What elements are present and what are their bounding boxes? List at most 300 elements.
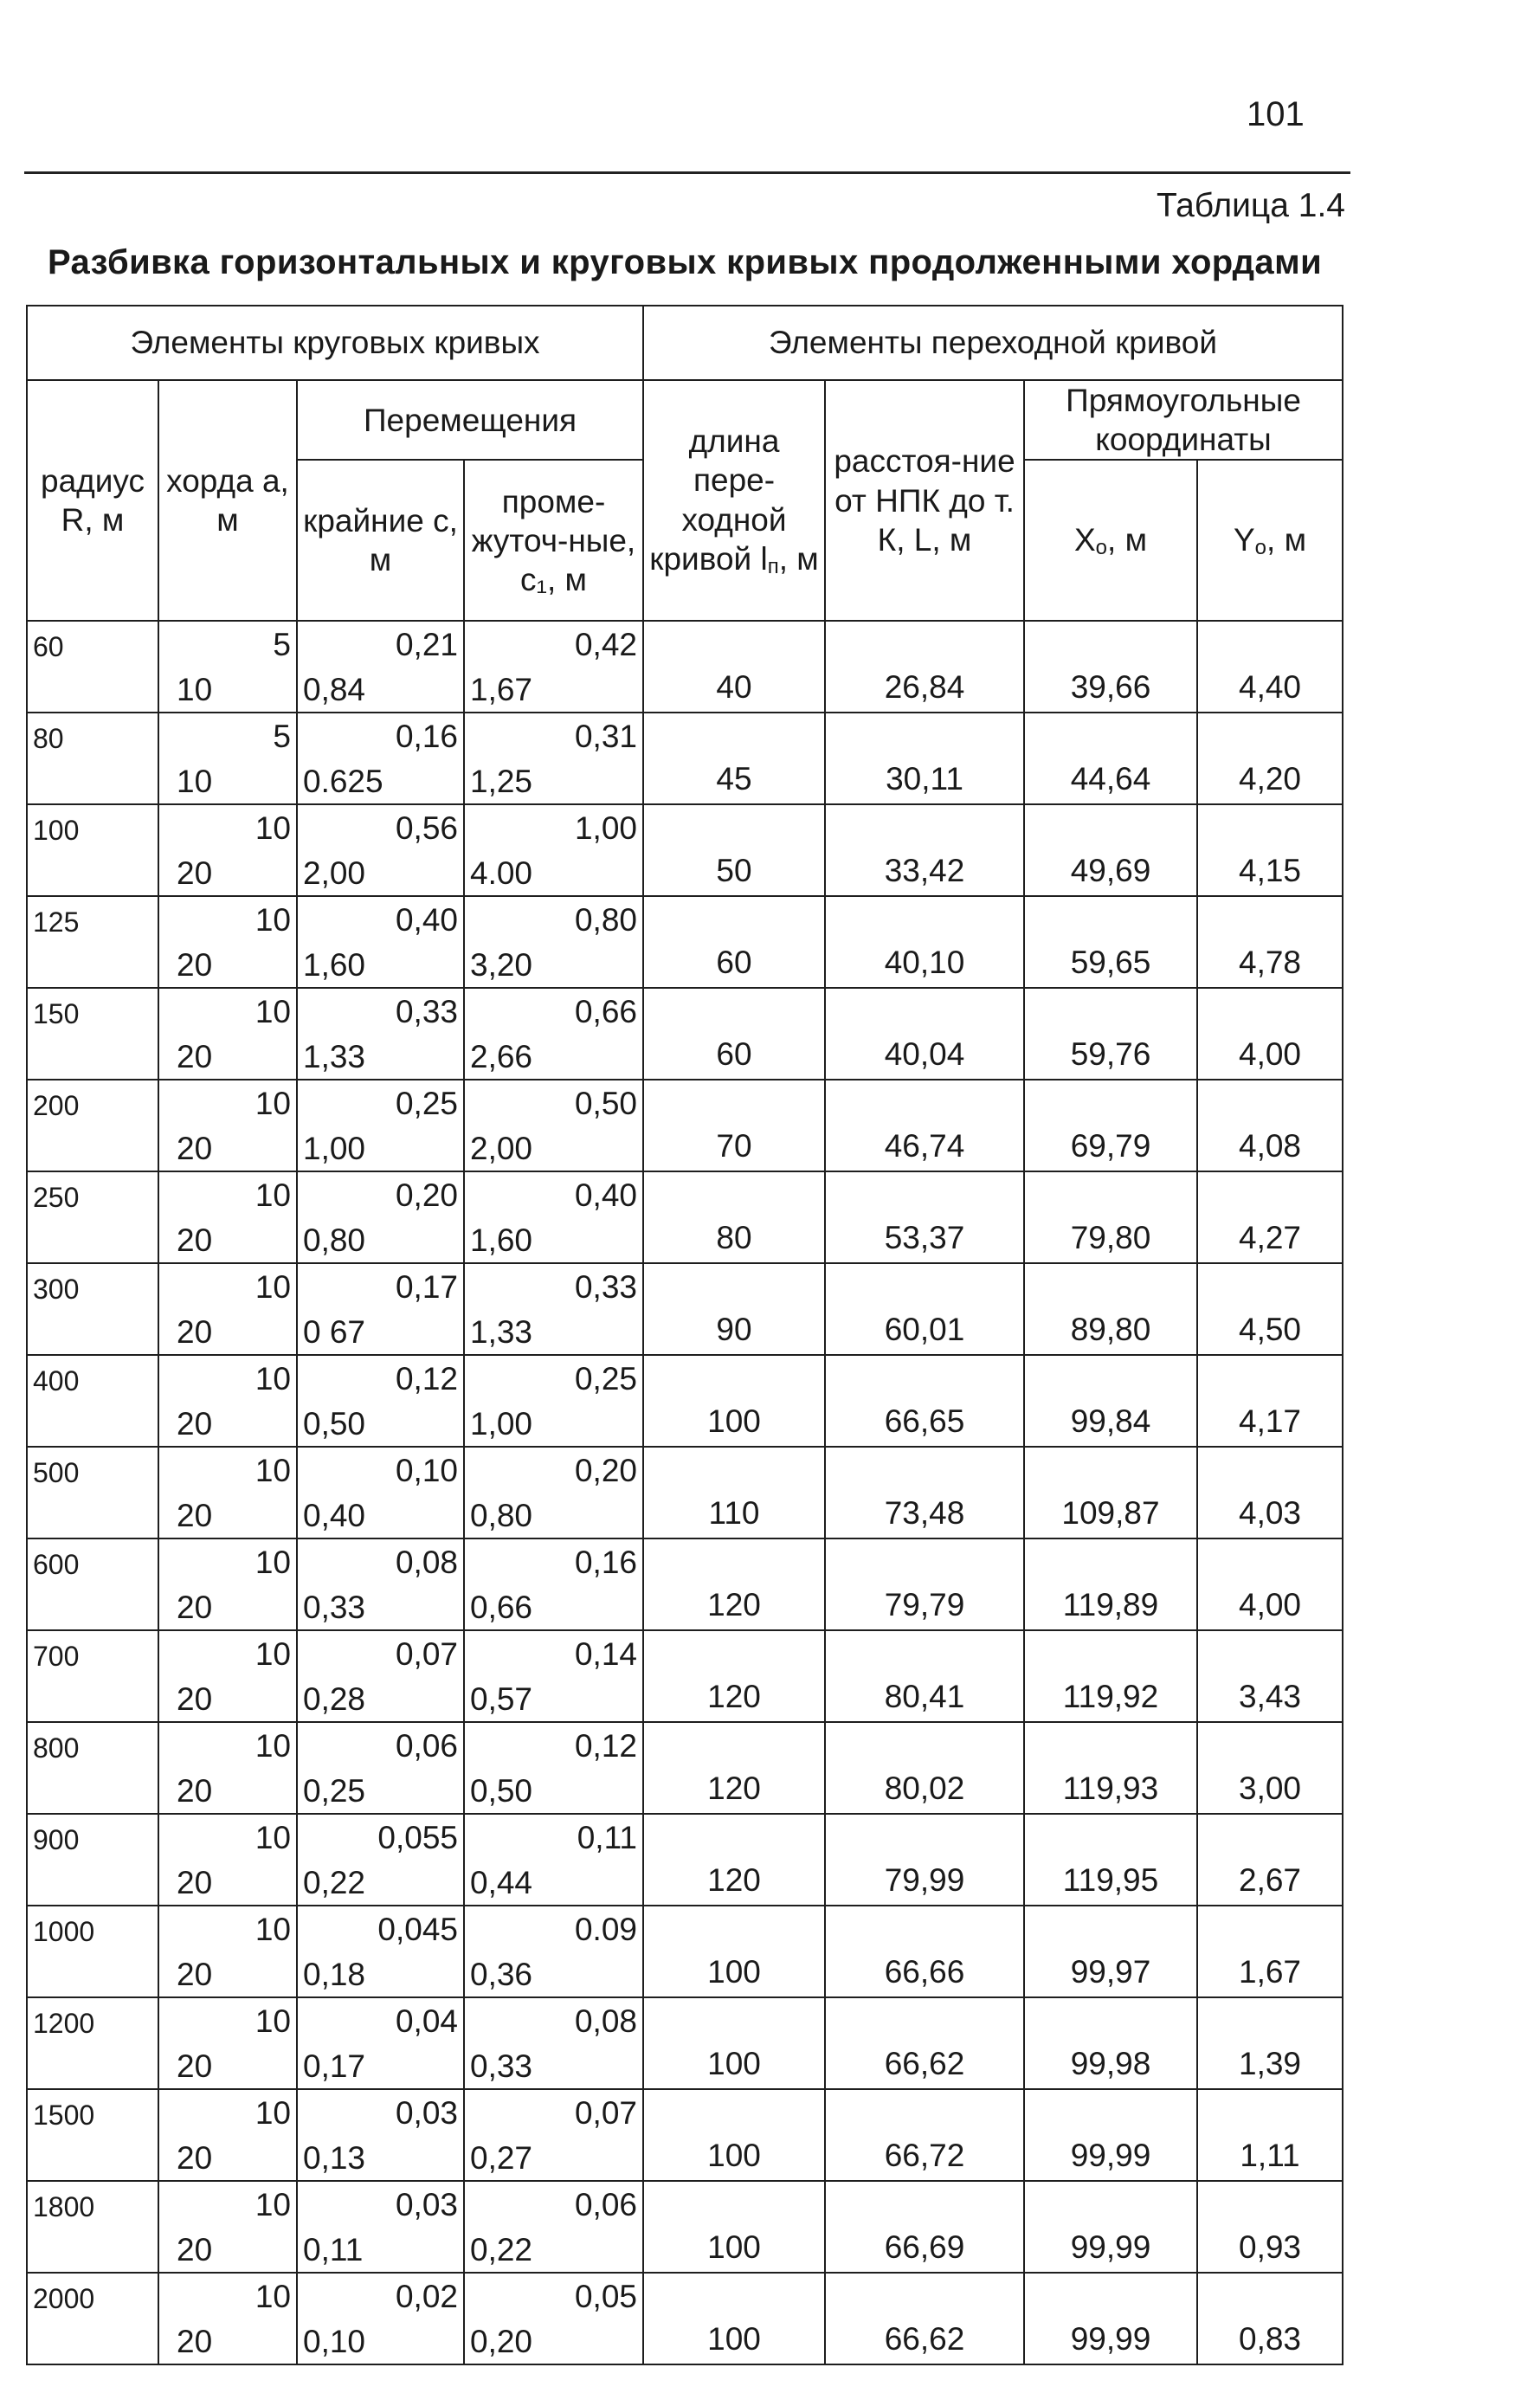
table-row — [27, 896, 1343, 988]
intermediate-bottom: 0,33 — [470, 2048, 533, 2084]
length-cell: 120 — [643, 1538, 825, 1630]
extreme-bottom: 0,22 — [303, 1864, 366, 1900]
extreme-cell — [297, 804, 464, 896]
length-cell: 100 — [643, 2273, 825, 2364]
distance-cell: 66,62 — [825, 1997, 1024, 2089]
chord-top: 10 — [255, 993, 291, 1029]
header-rect-coords: Прямоугольные координаты — [1024, 380, 1343, 460]
extreme-cell — [297, 1080, 464, 1171]
header-radius: радиус R, м — [27, 380, 158, 621]
intermediate-top: 0,42 — [574, 626, 637, 662]
intermediate-top: 0,66 — [574, 993, 637, 1029]
extreme-top: 0,25 — [395, 1085, 458, 1121]
table-row — [27, 1263, 1343, 1355]
x-cell: 119,92 — [1024, 1630, 1197, 1722]
intermediate-bottom: 2,66 — [470, 1038, 533, 1074]
radius-cell: 250 — [27, 1171, 158, 1263]
table-row — [27, 713, 1343, 804]
intermediate-top: 0,12 — [574, 1727, 637, 1764]
chord-top: 10 — [255, 1268, 291, 1305]
intermediate-cell — [464, 1722, 643, 1814]
chord-bottom: 20 — [177, 1864, 213, 1900]
radius-cell: 700 — [27, 1630, 158, 1722]
chord-bottom: 20 — [177, 1956, 213, 1992]
distance-cell: 66,72 — [825, 2089, 1024, 2181]
extreme-bottom: 0,25 — [303, 1772, 366, 1809]
extreme-bottom: 1,60 — [303, 946, 366, 983]
distance-cell: 66,65 — [825, 1355, 1024, 1447]
chord-top: 10 — [255, 901, 291, 938]
chord-cell — [158, 1263, 297, 1355]
chord-cell — [158, 2089, 297, 2181]
extreme-cell — [297, 1447, 464, 1538]
length-cell: 100 — [643, 2181, 825, 2273]
length-cell: 120 — [643, 1814, 825, 1906]
chord-top: 10 — [255, 1452, 291, 1488]
x-cell: 109,87 — [1024, 1447, 1197, 1538]
extreme-cell — [297, 896, 464, 988]
intermediate-top: 0,07 — [574, 2094, 637, 2131]
radius-cell: 150 — [27, 988, 158, 1080]
chord-bottom: 20 — [177, 1772, 213, 1809]
chord-cell — [158, 713, 297, 804]
distance-cell: 66,69 — [825, 2181, 1024, 2273]
header-circular-elements: Элементы круговых кривых — [27, 306, 643, 380]
intermediate-bottom: 0,66 — [470, 1589, 533, 1625]
distance-cell: 26,84 — [825, 621, 1024, 713]
table-row — [27, 2273, 1343, 2364]
extreme-cell — [297, 2273, 464, 2364]
x-cell: 59,65 — [1024, 896, 1197, 988]
extreme-top: 0,10 — [395, 1452, 458, 1488]
extreme-top: 0,17 — [395, 1268, 458, 1305]
chord-top: 10 — [255, 2003, 291, 2039]
length-cell: 110 — [643, 1447, 825, 1538]
radius-cell: 500 — [27, 1447, 158, 1538]
chord-top: 10 — [255, 1727, 291, 1764]
extreme-top: 0,04 — [395, 2003, 458, 2039]
table-row — [27, 1997, 1343, 2089]
chord-cell — [158, 1355, 297, 1447]
table-row — [27, 2089, 1343, 2181]
extreme-top: 0,055 — [377, 1819, 458, 1855]
length-cell: 100 — [643, 1355, 825, 1447]
intermediate-bottom: 1,60 — [470, 1222, 533, 1258]
intermediate-bottom: 0,36 — [470, 1956, 533, 1992]
extreme-top: 0,08 — [395, 1544, 458, 1580]
table-row — [27, 1630, 1343, 1722]
intermediate-cell — [464, 1263, 643, 1355]
y-cell: 4,17 — [1197, 1355, 1343, 1447]
intermediate-bottom: 0,50 — [470, 1772, 533, 1809]
chord-bottom: 20 — [177, 2231, 213, 2267]
chord-bottom: 20 — [177, 2048, 213, 2084]
chord-cell — [158, 1171, 297, 1263]
chord-top: 10 — [255, 2094, 291, 2131]
curves-table — [26, 305, 1343, 2365]
intermediate-cell — [464, 1906, 643, 1997]
y-cell: 1,39 — [1197, 1997, 1343, 2089]
chord-top: 5 — [273, 626, 291, 662]
intermediate-top: 0,40 — [574, 1177, 637, 1213]
y-cell: 4,08 — [1197, 1080, 1343, 1171]
header-transition-elements: Элементы переходной кривой — [643, 306, 1343, 380]
intermediate-cell — [464, 621, 643, 713]
intermediate-top: 0,11 — [577, 1819, 637, 1855]
table-row — [27, 1722, 1343, 1814]
radius-cell: 300 — [27, 1263, 158, 1355]
radius-cell: 125 — [27, 896, 158, 988]
extreme-cell — [297, 2089, 464, 2181]
intermediate-cell — [464, 804, 643, 896]
extreme-cell — [297, 1997, 464, 2089]
x-cell: 99,99 — [1024, 2273, 1197, 2364]
chord-bottom: 20 — [177, 1038, 213, 1074]
y-cell: 0,83 — [1197, 2273, 1343, 2364]
extreme-top: 0,03 — [395, 2186, 458, 2222]
x-cell: 119,95 — [1024, 1814, 1197, 1906]
length-cell: 70 — [643, 1080, 825, 1171]
extreme-cell — [297, 621, 464, 713]
intermediate-bottom: 3,20 — [470, 946, 533, 983]
radius-cell: 600 — [27, 1538, 158, 1630]
intermediate-cell — [464, 1171, 643, 1263]
chord-cell — [158, 2181, 297, 2273]
radius-cell: 200 — [27, 1080, 158, 1171]
extreme-bottom: 2,00 — [303, 855, 366, 891]
table-body — [27, 621, 1343, 2364]
length-cell: 90 — [643, 1263, 825, 1355]
chord-cell — [158, 1814, 297, 1906]
extreme-cell — [297, 713, 464, 804]
chord-top: 10 — [255, 2186, 291, 2222]
extreme-cell — [297, 988, 464, 1080]
chord-bottom: 20 — [177, 2323, 213, 2359]
intermediate-top: 0,14 — [574, 1635, 637, 1672]
y-cell: 0,93 — [1197, 2181, 1343, 2273]
intermediate-bottom: 0,57 — [470, 1680, 533, 1717]
intermediate-bottom: 1,25 — [470, 763, 533, 799]
distance-cell: 33,42 — [825, 804, 1024, 896]
chord-cell — [158, 1538, 297, 1630]
length-cell: 40 — [643, 621, 825, 713]
intermediate-cell — [464, 1447, 643, 1538]
extreme-cell — [297, 1722, 464, 1814]
chord-bottom: 20 — [177, 1222, 213, 1258]
table-row — [27, 804, 1343, 896]
chord-bottom: 20 — [177, 1497, 213, 1533]
y-cell: 2,67 — [1197, 1814, 1343, 1906]
intermediate-bottom: 0,27 — [470, 2139, 533, 2176]
intermediate-bottom: 1,33 — [470, 1313, 533, 1350]
length-cell: 120 — [643, 1630, 825, 1722]
distance-cell: 80,02 — [825, 1722, 1024, 1814]
x-cell: 69,79 — [1024, 1080, 1197, 1171]
intermediate-cell — [464, 1080, 643, 1171]
y-cell: 4,27 — [1197, 1171, 1343, 1263]
chord-bottom: 20 — [177, 1680, 213, 1717]
extreme-bottom: 0,33 — [303, 1589, 366, 1625]
table-title: Разбивка горизонтальных и круговых кривых продолженными хордами — [48, 243, 1323, 281]
radius-cell: 2000 — [27, 2273, 158, 2364]
table-row — [27, 1080, 1343, 1171]
radius-cell: 1000 — [27, 1906, 158, 1997]
intermediate-cell — [464, 1997, 643, 2089]
distance-cell: 79,79 — [825, 1538, 1024, 1630]
table-row — [27, 1814, 1343, 1906]
radius-cell: 1500 — [27, 2089, 158, 2181]
y-cell: 4,03 — [1197, 1447, 1343, 1538]
radius-cell: 100 — [27, 804, 158, 896]
chord-cell — [158, 1906, 297, 1997]
table-row — [27, 1538, 1343, 1630]
length-cell: 60 — [643, 896, 825, 988]
intermediate-cell — [464, 1630, 643, 1722]
extreme-top: 0,33 — [395, 993, 458, 1029]
radius-cell: 80 — [27, 713, 158, 804]
chord-cell — [158, 2273, 297, 2364]
x-cell: 99,97 — [1024, 1906, 1197, 1997]
radius-cell: 800 — [27, 1722, 158, 1814]
extreme-cell — [297, 1171, 464, 1263]
intermediate-top: 0,25 — [574, 1360, 637, 1397]
extreme-bottom: 0,13 — [303, 2139, 366, 2176]
extreme-top: 0,56 — [395, 810, 458, 846]
y-cell: 4,00 — [1197, 1538, 1343, 1630]
intermediate-top: 1,00 — [574, 810, 637, 846]
intermediate-top: 0,06 — [574, 2186, 637, 2222]
header-chord: хорда a, м — [158, 380, 297, 621]
extreme-cell — [297, 2181, 464, 2273]
y-cell: 4,78 — [1197, 896, 1343, 988]
extreme-top: 0,02 — [395, 2278, 458, 2314]
table-row — [27, 1447, 1343, 1538]
distance-cell: 66,62 — [825, 2273, 1024, 2364]
x-cell: 99,84 — [1024, 1355, 1197, 1447]
extreme-bottom: 0,80 — [303, 1222, 366, 1258]
x-cell: 119,89 — [1024, 1538, 1197, 1630]
table-row — [27, 1906, 1343, 1997]
extreme-cell — [297, 1538, 464, 1630]
chord-top: 10 — [255, 810, 291, 846]
y-cell: 4,15 — [1197, 804, 1343, 896]
intermediate-top: 0,31 — [574, 718, 637, 754]
y-cell: 1,67 — [1197, 1906, 1343, 1997]
extreme-cell — [297, 1355, 464, 1447]
radius-cell: 1200 — [27, 1997, 158, 2089]
x-cell: 59,76 — [1024, 988, 1197, 1080]
intermediate-bottom: 0,80 — [470, 1497, 533, 1533]
distance-cell: 80,41 — [825, 1630, 1024, 1722]
x-cell: 39,66 — [1024, 621, 1197, 713]
intermediate-cell — [464, 896, 643, 988]
intermediate-top: 0,08 — [574, 2003, 637, 2039]
chord-cell — [158, 1722, 297, 1814]
chord-bottom: 20 — [177, 855, 213, 891]
intermediate-top: 0,20 — [574, 1452, 637, 1488]
header-intermediate: проме-жуточ-ные, c₁, м — [464, 460, 643, 621]
intermediate-top: 0,05 — [574, 2278, 637, 2314]
chord-cell — [158, 1080, 297, 1171]
table-row — [27, 1171, 1343, 1263]
extreme-cell — [297, 1814, 464, 1906]
page-number: 101 — [1247, 95, 1305, 133]
intermediate-bottom: 0,22 — [470, 2231, 533, 2267]
extreme-bottom: 1,33 — [303, 1038, 366, 1074]
extreme-top: 0,40 — [395, 901, 458, 938]
extreme-bottom: 0 67 — [303, 1313, 366, 1350]
header-distance: расстоя-ние от НПК до т. К, L, м — [825, 380, 1024, 621]
chord-cell — [158, 621, 297, 713]
chord-bottom: 20 — [177, 1589, 213, 1625]
extreme-top: 0,03 — [395, 2094, 458, 2131]
extreme-bottom: 0,18 — [303, 1956, 366, 1992]
extreme-bottom: 0.625 — [303, 763, 383, 799]
table-row — [27, 1355, 1343, 1447]
extreme-bottom: 0,17 — [303, 2048, 366, 2084]
extreme-top: 0,20 — [395, 1177, 458, 1213]
radius-cell: 1800 — [27, 2181, 158, 2273]
distance-cell: 66,66 — [825, 1906, 1024, 1997]
header-displacements: Перемещения — [297, 380, 643, 460]
chord-top: 10 — [255, 2278, 291, 2314]
chord-bottom: 10 — [177, 763, 213, 799]
radius-cell: 60 — [27, 621, 158, 713]
chord-bottom: 20 — [177, 1313, 213, 1350]
x-cell: 89,80 — [1024, 1263, 1197, 1355]
intermediate-cell — [464, 1814, 643, 1906]
distance-cell: 30,11 — [825, 713, 1024, 804]
intermediate-top: 0.09 — [574, 1911, 637, 1947]
distance-cell: 40,04 — [825, 988, 1024, 1080]
intermediate-top: 0,50 — [574, 1085, 637, 1121]
extreme-cell — [297, 1630, 464, 1722]
header-x: Xo, м — [1024, 460, 1197, 621]
extreme-top: 0,07 — [395, 1635, 458, 1672]
intermediate-top: 0,33 — [574, 1268, 637, 1305]
chord-cell — [158, 804, 297, 896]
chord-top: 10 — [255, 1177, 291, 1213]
chord-top: 10 — [255, 1635, 291, 1672]
distance-cell: 53,37 — [825, 1171, 1024, 1263]
distance-cell: 40,10 — [825, 896, 1024, 988]
extreme-top: 0,045 — [377, 1911, 458, 1947]
extreme-cell — [297, 1263, 464, 1355]
x-cell: 119,93 — [1024, 1722, 1197, 1814]
header-y: Yo, м — [1197, 460, 1343, 621]
y-cell: 1,11 — [1197, 2089, 1343, 2181]
y-cell: 4,00 — [1197, 988, 1343, 1080]
intermediate-top: 0,80 — [574, 901, 637, 938]
chord-bottom: 20 — [177, 2139, 213, 2176]
extreme-bottom: 0,84 — [303, 671, 366, 707]
x-cell: 99,99 — [1024, 2089, 1197, 2181]
extreme-top: 0,06 — [395, 1727, 458, 1764]
x-cell: 99,98 — [1024, 1997, 1197, 2089]
length-cell: 100 — [643, 1997, 825, 2089]
y-cell: 4,20 — [1197, 713, 1343, 804]
chord-top: 10 — [255, 1085, 291, 1121]
table-label: Таблица 1.4 — [1157, 187, 1345, 224]
intermediate-cell — [464, 2181, 643, 2273]
x-cell: 99,99 — [1024, 2181, 1197, 2273]
table-row — [27, 988, 1343, 1080]
extreme-top: 0,12 — [395, 1360, 458, 1397]
chord-cell — [158, 896, 297, 988]
y-cell: 3,43 — [1197, 1630, 1343, 1722]
y-cell: 4,40 — [1197, 621, 1343, 713]
chord-bottom: 10 — [177, 671, 213, 707]
distance-cell: 46,74 — [825, 1080, 1024, 1171]
table-row — [27, 621, 1343, 713]
extreme-bottom: 0,50 — [303, 1405, 366, 1442]
extreme-bottom: 0,10 — [303, 2323, 366, 2359]
y-cell: 4,50 — [1197, 1263, 1343, 1355]
chord-top: 10 — [255, 1544, 291, 1580]
distance-cell: 60,01 — [825, 1263, 1024, 1355]
intermediate-bottom: 1,67 — [470, 671, 533, 707]
intermediate-bottom: 2,00 — [470, 1130, 533, 1166]
intermediate-bottom: 0,44 — [470, 1864, 533, 1900]
chord-cell — [158, 988, 297, 1080]
intermediate-cell — [464, 2089, 643, 2181]
intermediate-cell — [464, 1355, 643, 1447]
chord-top: 10 — [255, 1819, 291, 1855]
extreme-bottom: 0,40 — [303, 1497, 366, 1533]
length-cell: 80 — [643, 1171, 825, 1263]
intermediate-cell — [464, 1538, 643, 1630]
y-cell: 3,00 — [1197, 1722, 1343, 1814]
length-cell: 100 — [643, 2089, 825, 2181]
extreme-bottom: 0,11 — [303, 2231, 364, 2267]
length-cell: 60 — [643, 988, 825, 1080]
intermediate-cell — [464, 2273, 643, 2364]
chord-bottom: 20 — [177, 946, 213, 983]
intermediate-cell — [464, 988, 643, 1080]
header-extreme: крайние c, м — [297, 460, 464, 621]
intermediate-cell — [464, 713, 643, 804]
extreme-cell — [297, 1906, 464, 1997]
length-cell: 50 — [643, 804, 825, 896]
x-cell: 49,69 — [1024, 804, 1197, 896]
chord-bottom: 20 — [177, 1130, 213, 1166]
chord-cell — [158, 1630, 297, 1722]
extreme-top: 0,21 — [395, 626, 458, 662]
header-rule — [24, 171, 1350, 174]
length-cell: 45 — [643, 713, 825, 804]
length-cell: 100 — [643, 1906, 825, 1997]
distance-cell: 79,99 — [825, 1814, 1024, 1906]
chord-cell — [158, 1447, 297, 1538]
header-transition-length: длина пере-ходной кривой lп, м — [643, 380, 825, 621]
table-row — [27, 2181, 1343, 2273]
x-cell: 79,80 — [1024, 1171, 1197, 1263]
length-cell: 120 — [643, 1722, 825, 1814]
intermediate-bottom: 0,20 — [470, 2323, 533, 2359]
chord-top: 10 — [255, 1360, 291, 1397]
chord-top: 10 — [255, 1911, 291, 1947]
intermediate-bottom: 1,00 — [470, 1405, 533, 1442]
intermediate-bottom: 4.00 — [470, 855, 533, 891]
radius-cell: 900 — [27, 1814, 158, 1906]
radius-cell: 400 — [27, 1355, 158, 1447]
distance-cell: 73,48 — [825, 1447, 1024, 1538]
chord-top: 5 — [273, 718, 291, 754]
chord-bottom: 20 — [177, 1405, 213, 1442]
extreme-bottom: 1,00 — [303, 1130, 366, 1166]
chord-cell — [158, 1997, 297, 2089]
extreme-top: 0,16 — [395, 718, 458, 754]
